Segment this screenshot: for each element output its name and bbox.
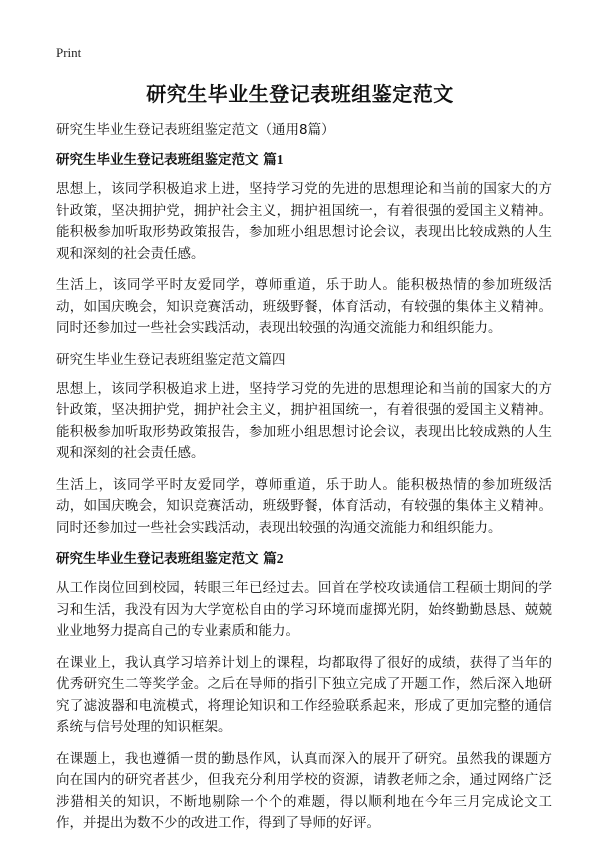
- paragraph: 思想上，该同学积极追求上进，坚持学习党的先进的思想理论和当前的国家大的方针政策，坚决拥护党，拥护社会主义，拥护祖国统一，有着很强的爱国主义精神。能积极参加听取形势政策报告，参加班小组思想讨论会议，表现出比较成熟的人生观和深刻的社会责任感。: [56, 181, 552, 262]
- section-heading-text: 研究生毕业生登记表班组鉴定范文 篇: [56, 551, 277, 567]
- section-1: [56, 150, 552, 539]
- paragraph: 思想上，该同学积极追求上进，坚持学习党的先进的思想理论和当前的国家大的方针政策，坚决拥护党，拥护社会主义，拥护祖国统一，有着很强的爱国主义精神。能积极参加听取形势政策报告，参加班小组思想讨论会议，表现出比较成熟的人生观和深刻的社会责任感。: [56, 380, 552, 461]
- paragraph: 在课题上，我也遵循一贯的勤恳作风，认真而深入的展开了研究。虽然我的课题方向在国内的研究者甚少，但我充分利用学校的资源，请教老师之余，通过网络广泛涉猎相关的知识，不断地剔除一个个的难题，得以顺利地在今年三月完成论文工作，并提出为数不少的改进工作，得到了导师的好评。: [56, 750, 552, 831]
- paragraph: 生活上，该同学平时友爱同学，尊师重道，乐于助人。能积极热情的参加班级活动，如国庆晚会，知识竞赛活动，班级野餐，体育活动，有较强的集体主义精神。同时还参加过一些社会实践活动，表现出较强的沟通交流能力和组织能力。: [56, 277, 552, 336]
- document-body: [56, 120, 552, 845]
- print-link[interactable]: Print: [56, 45, 82, 60]
- section-heading-number: 2: [276, 551, 284, 566]
- document-subtitle: 研究生毕业生登记表班组鉴定范文（通用8篇）: [56, 122, 335, 138]
- paragraph: 在课业上，我认真学习培养计划上的课程，均都取得了很好的成绩，获得了当年的优秀研究生二等奖学金。之后在导师的指引下独立完成了开题工作，然后深入地研究了滤波器和电流模式，将理论知识和工作经验联系起来，形成了更加完整的通信系统与信号处理的知识框架。: [56, 654, 552, 735]
- paragraph: 生活上，该同学平时友爱同学，尊师重道，乐于助人。能积极热情的参加班级活动，如国庆晚会，知识竞赛活动，班级野餐，体育活动，有较强的集体主义精神。同时还参加过一些社会实践活动，表现出较强的沟通交流能力和组织能力。: [56, 476, 552, 536]
- page-title: 研究生毕业生登记表班组鉴定范文: [146, 82, 454, 106]
- paragraph: 从工作岗位回到校园，转眼三年已经过去。回首在学校攻读通信工程硕士期间的学习和生活，我没有因为大学宽松自由的学习环境而虚掷光阴，始终勤勤恳恳、兢兢业业地努力提高自己的专业素质和能力。: [56, 580, 552, 639]
- section-heading-text: 研究生毕业生登记表班组鉴定范文 篇: [56, 152, 277, 168]
- section-heading: [56, 150, 552, 170]
- section-heading-number: 1: [276, 152, 284, 167]
- section-subheading: 研究生毕业生登记表班组鉴定范文篇四: [56, 351, 286, 368]
- section-2: [56, 549, 552, 835]
- section-heading: [56, 549, 552, 569]
